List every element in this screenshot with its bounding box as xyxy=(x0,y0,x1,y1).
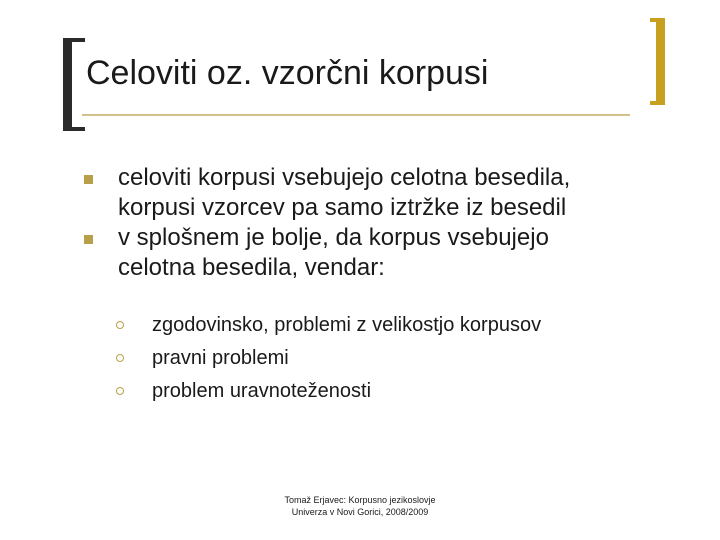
left-bracket-decoration xyxy=(63,38,72,131)
left-bracket-top xyxy=(63,38,85,42)
bullet-item xyxy=(84,223,684,283)
square-bullet-icon xyxy=(84,175,93,184)
square-bullet-icon xyxy=(84,235,93,244)
right-bracket-top xyxy=(650,18,665,22)
sub-bullet-item xyxy=(116,375,676,408)
right-bracket-bottom xyxy=(650,101,665,105)
sub-bullet-item xyxy=(116,342,676,375)
bullet-item xyxy=(84,163,684,223)
bullet-text-line: celotna besedila, vendar: xyxy=(118,254,385,281)
bullet-text-line: celoviti korpusi vsebujejo celotna besedila, xyxy=(118,164,571,191)
sub-bullet-text: zgodovinsko, problemi z velikostjo korpusov xyxy=(152,314,542,336)
sub-bullet-list xyxy=(116,309,676,408)
slide-title: Celoviti oz. vzorčni korpusi xyxy=(86,54,489,92)
sub-bullet-item xyxy=(116,309,676,342)
footer-author-line: Tomaž Erjavec: Korpusno jezikoslovje xyxy=(284,495,436,505)
bullet-list xyxy=(84,163,684,283)
right-bracket-decoration xyxy=(656,18,665,105)
footer-institution-line: Univerza v Novi Gorici, 2008/2009 xyxy=(291,507,429,517)
sub-bullet-text: problem uravnoteženosti xyxy=(152,380,372,402)
slide-footer xyxy=(250,494,470,518)
sub-bullet-text: pravni problemi xyxy=(152,347,289,369)
ring-bullet-icon xyxy=(116,354,124,362)
left-bracket-bottom xyxy=(63,127,85,131)
bullet-text-line: korpusi vzorcev pa samo iztržke iz besedil xyxy=(118,194,567,221)
bullet-text-line: v splošnem je bolje, da korpus vsebujejo xyxy=(118,224,549,251)
ring-bullet-icon xyxy=(116,321,124,329)
ring-bullet-icon xyxy=(116,387,124,395)
title-underline xyxy=(82,114,630,116)
